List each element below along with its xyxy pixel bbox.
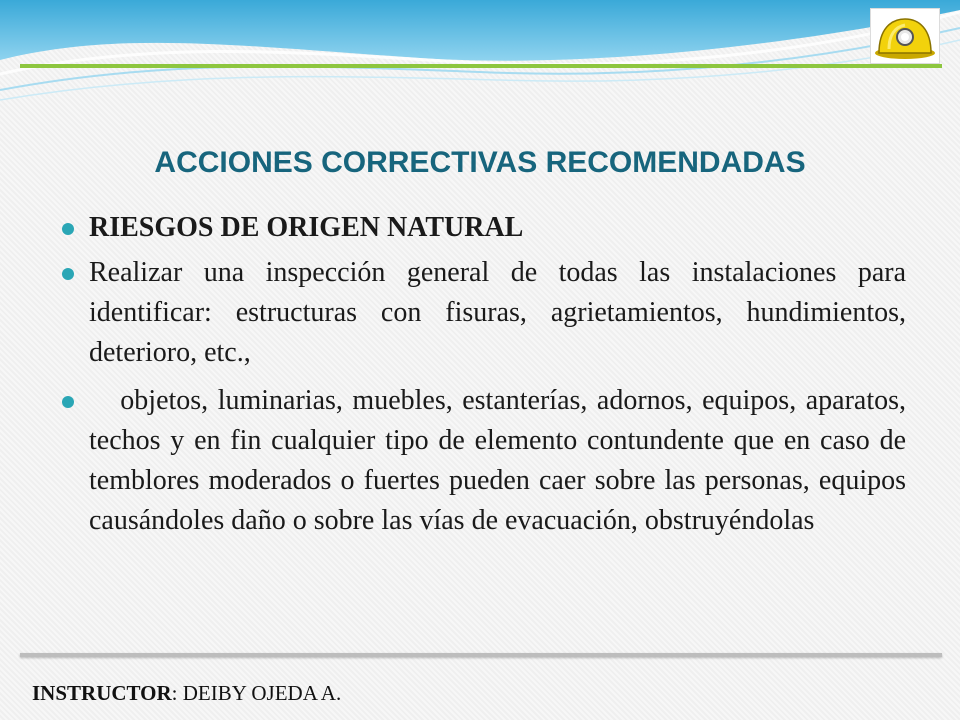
footer-name: DEIBY OJEDA A. xyxy=(182,681,342,705)
bullet-dot-icon xyxy=(62,396,74,408)
bullet-text: Realizar una inspección general de todas las instalaciones para identificar: estructuras con fisuras, agrietamientos, hundimientos, deterioro, etc., xyxy=(89,257,906,368)
bottom-divider xyxy=(20,653,942,657)
logo xyxy=(870,8,940,64)
footer-label: INSTRUCTOR xyxy=(32,681,172,705)
bullet-dot-icon xyxy=(62,268,74,280)
header-wave-decoration xyxy=(0,0,960,110)
bullet-list xyxy=(62,208,906,549)
bullet-item xyxy=(62,208,906,248)
bullet-item xyxy=(62,253,906,373)
bullet-text: RIESGOS DE ORIGEN NATURAL xyxy=(89,212,524,243)
top-divider xyxy=(20,64,942,68)
slide-title: ACCIONES CORRECTIVAS RECOMENDADAS xyxy=(154,146,806,179)
bullet-dot-icon xyxy=(62,223,74,235)
footer xyxy=(32,681,341,706)
bullet-item xyxy=(62,381,906,541)
bullet-text: objetos, luminarias, muebles, estanterías, adornos, equipos, aparatos, techos y en fin cualquier tipo de elemento contundente que en caso de temblores moderados o fuertes pueden caer sobre las personas, equipos causándoles daño o sobre las vías de evacuación, obstruyéndolas xyxy=(89,385,906,536)
miner-helmet-icon xyxy=(871,9,939,63)
footer-separator: : xyxy=(171,681,183,705)
